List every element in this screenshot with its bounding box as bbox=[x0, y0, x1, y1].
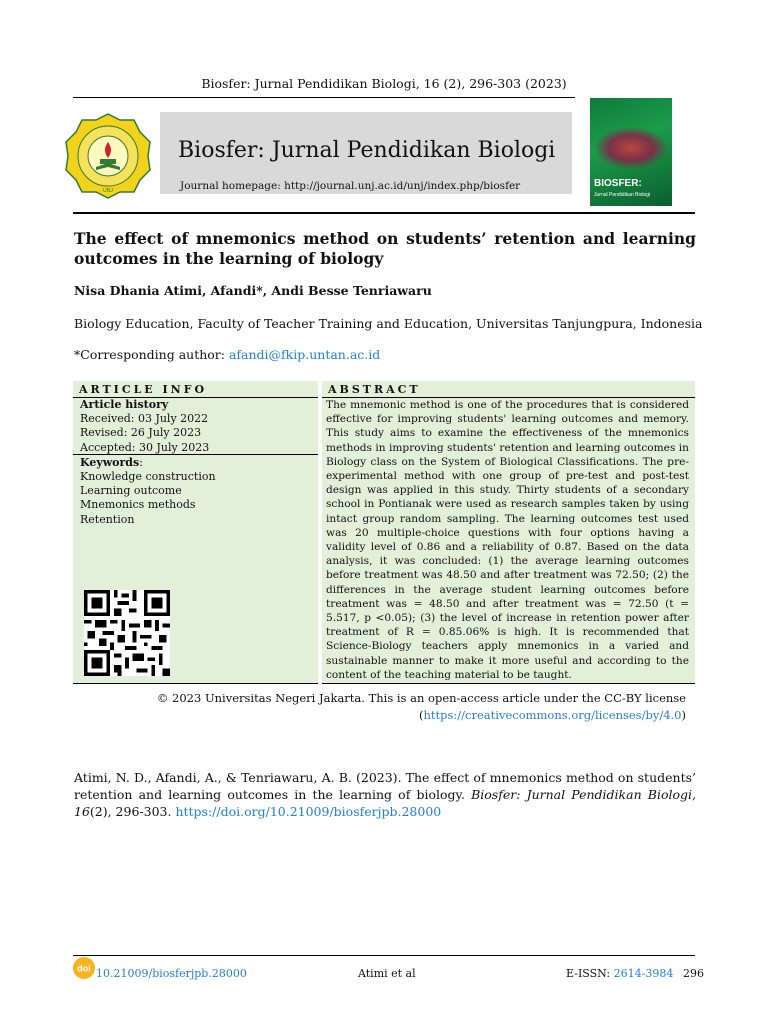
journal-masthead bbox=[160, 112, 572, 194]
citation-prefix: Atimi, N. D., Afandi, A., & Tenriawaru, A. B. (2023). The effect of mnemonics method on students’ retention and learning outcomes in the learning of biology. bbox=[74, 770, 696, 802]
keyword-item: Learning outcome bbox=[80, 484, 182, 498]
accepted-date: Accepted: 30 July 2023 bbox=[80, 440, 210, 454]
article-info-content: Article history Received: 03 July 2022 Revised: 26 July 2023 Accepted: 30 July 2023 Keywords: Knowledge construction Learning outcome Mnemonics methods Retention bbox=[80, 398, 216, 526]
author-affiliation: Biology Education, Faculty of Teacher Training and Education, Universitas Tanjungpura, Indonesia bbox=[74, 316, 703, 331]
header-rule bbox=[73, 97, 575, 98]
citation-journal: Biosfer: Jurnal Pendidikan Biologi, 16 bbox=[74, 787, 696, 819]
doi-icon bbox=[73, 957, 95, 979]
university-logo bbox=[64, 112, 152, 200]
info-divider bbox=[73, 454, 318, 455]
qr-code[interactable] bbox=[81, 590, 173, 676]
abstract-box bbox=[322, 381, 695, 684]
footer-authors: Atimi et al bbox=[358, 967, 416, 980]
abstract-text: The mnemonic method is one of the procedures that is considered effective for improving students' learning outcomes and memory. This study aims to examine the effectiveness of the mnemonics methods in improving students' retention and learning outcomes in Biology class on the System of Biological Classifications. The pre-experimental method with one group of pre-test and post-test design was applied in this study. Thirty students of a secondary school in Pontianak were used as research samples taken by using intact group random sampling. The learning outcomes test used was 20 multiple-choice questions with four options having a validity level of 0.86 and a reliability of 0.87. Based on the data analysis, it was concluded: (1) the average learning outcomes before treatment was 48.50 and after treatment was 72.50; (2) the differences in the average student learning outcomes before treatment was = 48.50 and after treatment was = 72.50 (t = 5.517, p <0.05); (3) the level of increase in retention power after treatment of R = 0.85.06% is high. It is recommended that Science-Biology teachers apply mnemonics in a varied and sustainable manner to make it more useful and according to the content of the teaching material to be taught. bbox=[326, 399, 689, 681]
cover-title: BIOSFER: bbox=[594, 178, 642, 189]
keywords-label: Keywords bbox=[80, 455, 140, 469]
footer-doi-link[interactable]: 10.21009/biosferjpb.28000 bbox=[96, 967, 247, 980]
abstract-heading: ABSTRACT bbox=[328, 383, 421, 396]
article-title: The effect of mnemonics method on students’ retention and learning outcomes in the learning of biology bbox=[74, 229, 696, 268]
cover-subtitle: Jurnal Pendidikan Biologi bbox=[594, 192, 651, 198]
citation-doi-link[interactable]: https://doi.org/10.21009/biosferjpb.28000 bbox=[175, 804, 442, 819]
svg-text:UNJ: UNJ bbox=[103, 188, 113, 194]
keyword-item: Knowledge construction bbox=[80, 470, 216, 484]
journal-homepage[interactable]: Journal homepage: http://journal.unj.ac.id/unj/index.php/biosfer bbox=[180, 180, 521, 192]
corresponding-email-link[interactable]: afandi@fkip.untan.ac.id bbox=[228, 347, 381, 362]
received-date: Received: 03 July 2022 bbox=[80, 412, 209, 426]
masthead-rule bbox=[73, 212, 695, 214]
journal-title: Biosfer: Jurnal Pendidikan Biologi bbox=[178, 138, 556, 163]
license-close-paren: ) bbox=[681, 708, 686, 722]
citation-block bbox=[74, 769, 696, 820]
eissn-label: E-ISSN: bbox=[566, 967, 614, 980]
license-link[interactable]: https://creativecommons.org/licenses/by/4.0 bbox=[423, 708, 682, 722]
article-authors: Nisa Dhania Atimi, Afandi*, Andi Besse Tenriawaru bbox=[74, 283, 432, 298]
eissn-link[interactable]: 2614-3984 bbox=[613, 967, 674, 980]
license-open-paren: ( bbox=[419, 708, 424, 722]
corresponding-author bbox=[74, 347, 380, 362]
doi-badge-text: doi bbox=[77, 963, 91, 974]
citation-suffix: (2), 296-303. bbox=[89, 804, 176, 819]
footer-rule bbox=[73, 955, 695, 956]
journal-cover bbox=[590, 98, 672, 206]
keyword-item: Retention bbox=[80, 512, 135, 526]
page-number: 296 bbox=[683, 967, 704, 980]
license-notice bbox=[150, 690, 686, 724]
keyword-item: Mnemonics methods bbox=[80, 498, 196, 512]
history-label: Article history bbox=[80, 398, 169, 411]
footer-eissn bbox=[566, 967, 673, 980]
license-text: © 2023 Universitas Negeri Jakarta. This is an open-access article under the CC-BY license bbox=[156, 691, 686, 705]
cover-artwork bbox=[596, 128, 666, 168]
article-info-heading: ARTICLE INFO bbox=[79, 383, 208, 396]
corresponding-label: *Corresponding author: bbox=[74, 347, 229, 362]
running-head: Biosfer: Jurnal Pendidikan Biologi, 16 (2), 296-303 (2023) bbox=[201, 76, 567, 91]
revised-date: Revised: 26 July 2023 bbox=[80, 426, 202, 440]
